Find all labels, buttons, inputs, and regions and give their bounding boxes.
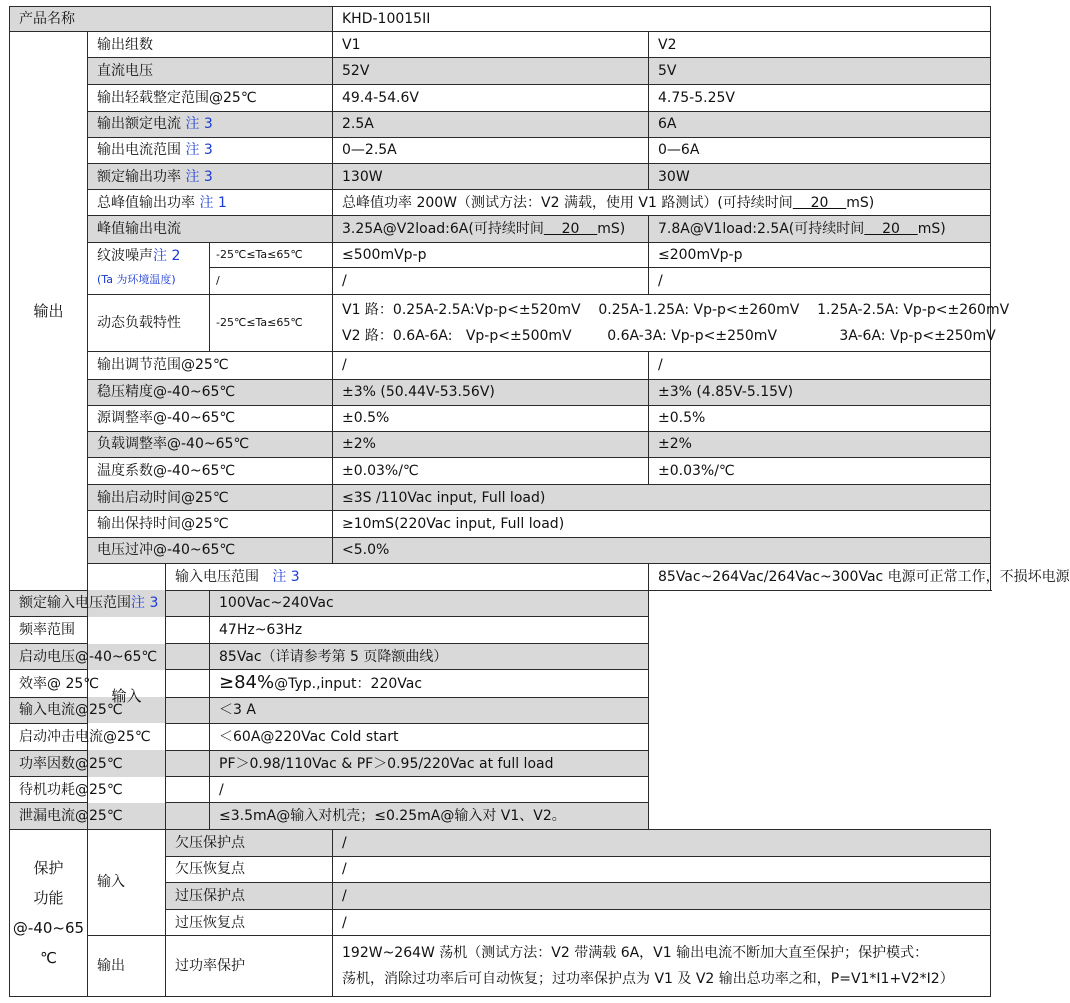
rated-power-v1: 130W [333,164,649,190]
input-current-value: ＜3 A [210,697,649,723]
current-range-v1: 0—2.5A [333,137,649,163]
adjust-range-v2: / [649,352,991,379]
row-rated-power [10,164,991,190]
start-voltage-value: 85Vac（详请参考第 5 页降额曲线） [210,644,649,670]
peak-power-pre: 总峰值功率 200W（测试方法：V2 满载，使用 V1 路测试）(可持续时间 [342,194,793,211]
protection-line-3: @-40~65 [12,918,85,937]
row-load-regulation [10,431,991,457]
light-load-label: 输出轻载整定范围@25℃ [88,84,333,111]
uvp-label: 欠压保护点 [166,829,333,856]
peak-current-v2 [649,216,991,242]
temp-coefficient-v1: ±0.03%/℃ [333,458,649,485]
row-input-current [10,697,991,723]
accuracy-label: 稳压精度@-40~65℃ [88,379,333,405]
load-regulation-label: 负载调整率@-40~65℃ [88,431,333,457]
inrush-current-value: ＜60A@220Vac Cold start [210,723,649,750]
rated-power-note: 注 3 [185,168,213,185]
peak-current-v1-duration: 20 [543,220,598,237]
rated-current-note: 注 3 [185,116,213,133]
holdup-time-label: 输出保持时间@25℃ [88,511,333,537]
input-current-label: 输入电流@25℃ [10,697,210,723]
peak-current-v1-post: mS) [597,220,626,237]
row-light-load [10,84,991,111]
ripple-v2: ≤200mVp-p [649,242,991,267]
spec-table [9,6,1070,997]
section-input: 输入 [88,563,166,829]
frequency-value: 47Hz~63Hz [210,617,649,644]
peak-current-v2-duration: 20 [864,220,918,237]
standby-power-label: 待机功耗@25℃ [10,777,210,803]
row-uvp [10,829,991,856]
row-inrush-current [10,723,991,750]
protection-output-label: 输出 [88,936,166,997]
input-voltage-range-note: 注 3 [272,568,300,585]
power-factor-label: 功率因数@25℃ [10,750,210,776]
light-load-v1: 49.4-54.6V [333,84,649,111]
rated-current-text: 输出额定电流 [97,116,181,133]
peak-current-v1 [333,216,649,242]
ovr-value: / [333,910,991,936]
ovp-label: 过压保护点 [166,882,333,909]
ripple-text: 纹波噪声 [97,248,153,265]
peak-power-post: mS) [846,194,875,211]
row-rated-current [10,111,991,137]
rated-input-voltage-text: 额定输入电压范围 [19,595,131,612]
dc-voltage-label: 直流电压 [88,58,333,84]
inrush-current-label: 启动冲击电流@25℃ [10,723,210,750]
efficiency-condition: @Typ.,input：220Vac [274,676,423,693]
accuracy-v1: ±3% (50.44V-53.56V) [333,379,649,405]
rated-power-label [88,164,333,190]
holdup-time-value: ≥10mS(220Vac input, Full load) [333,511,991,537]
current-range-v2: 0—6A [649,137,991,163]
protection-input-label: 输入 [88,829,166,936]
dynamic-load-condition: -25℃≤Ta≤65℃ [210,294,333,351]
peak-power-value [333,190,991,216]
output-groups-label: 输出组数 [88,32,333,58]
current-range-label [88,137,333,163]
section-protection [10,829,88,997]
input-voltage-range-label [166,563,649,590]
startup-time-label: 输出启动时间@25℃ [88,485,333,511]
peak-power-duration: 20 [792,194,847,211]
rated-current-v2: 6A [649,111,991,137]
uvp-value: / [333,829,991,856]
protection-line-2: 功能 [33,888,64,907]
rated-current-label [88,111,333,137]
start-voltage-label: 启动电压@-40~65℃ [10,644,210,670]
row-accuracy [10,379,991,405]
row-power-factor [10,750,991,776]
row-efficiency [10,670,991,697]
ripple-condition: -25℃≤Ta≤65℃ [210,242,333,267]
efficiency-label: 效率@ 25℃ [10,670,210,697]
peak-current-v1-pre: 3.25A@V2load:6A(可持续时间 [342,220,544,237]
ripple-v2-b: / [649,267,991,294]
row-dc-voltage [10,58,991,84]
input-voltage-range-text: 输入电压范围 [175,568,259,585]
rated-power-text: 额定输出功率 [97,168,181,185]
efficiency-percent: ≥84% [219,672,275,694]
row-leakage-current [10,803,991,829]
input-voltage-range-value: 85Vac~264Vac/264Vac~300Vac 电源可正常工作，不损坏电源 [649,563,991,590]
output-groups-v1: V1 [333,32,649,58]
standby-power-value: / [210,777,649,803]
row-opp [10,936,991,997]
protection-line-1: 保护 [33,858,64,877]
peak-current-label: 峰值输出电流 [88,216,333,242]
product-name-value: KHD-10015II [333,7,991,32]
row-ripple-1 [10,242,991,267]
line-regulation-label: 源调整率@-40~65℃ [88,405,333,431]
leakage-current-label: 泄漏电流@25℃ [10,803,210,829]
row-peak-current [10,216,991,242]
row-overshoot [10,537,991,563]
opp-line-2: 荡机，消除过功率后可自动恢复；过功率保护点为 V1 及 V2 输出总功率之和，P=V1*I1+V2*I2） [342,971,954,988]
peak-power-note: 注 1 [199,194,227,211]
row-current-range [10,137,991,163]
peak-power-label [88,190,333,216]
current-range-note: 注 3 [185,142,213,159]
row-start-voltage [10,644,991,670]
uvr-label: 欠压恢复点 [166,856,333,882]
row-standby-power [10,777,991,803]
ripple-condition-2: / [210,267,333,294]
row-dynamic-load [10,294,991,351]
startup-time-value: ≤3S /110Vac input, Full load) [333,485,991,511]
ripple-v1: ≤500mVp-p [333,242,649,267]
row-input-voltage-range [10,563,991,590]
opp-line-1: 192W~264W 荡机（测试方法：V2 带满载 6A，V1 输出电流不断加大直至保护；保护模式： [342,945,929,962]
rated-input-voltage-note: 注 3 [131,595,159,612]
dynamic-load-v2: V2 路：0.6A-6A: Vp-p<±500mV 0.6A-3A: Vp-p<±250mV 3A-6A: Vp-p<±250mV [342,328,996,345]
dc-voltage-v1: 52V [333,58,649,84]
peak-power-text: 总峰值输出功率 [97,194,195,211]
dynamic-load-label: 动态负载特性 [88,294,210,351]
row-output-groups [10,32,991,58]
row-product-name [10,7,991,32]
overshoot-value: <5.0% [333,537,991,563]
frequency-label: 频率范围 [10,617,210,644]
section-output: 输出 [10,32,88,591]
load-regulation-v1: ±2% [333,431,649,457]
ripple-ta-note: (Ta 为环境温度) [97,273,176,287]
temp-coefficient-label: 温度系数@-40~65℃ [88,458,333,485]
rated-current-v1: 2.5A [333,111,649,137]
dynamic-load-v1: V1 路：0.25A-2.5A:Vp-p<±520mV 0.25A-1.25A: Vp-p<±260mV 1.25A-2.5A: Vp-p<±260mV [342,302,1010,319]
load-regulation-v2: ±2% [649,431,991,457]
current-range-text: 输出电流范围 [97,142,181,159]
efficiency-value [210,670,649,697]
leakage-current-value: ≤3.5mA@输入对机壳；≤0.25mA@输入对 V1、V2。 [210,803,649,829]
row-peak-power [10,190,991,216]
opp-value [333,936,991,997]
ripple-note: 注 2 [153,248,181,265]
ovr-label: 过压恢复点 [166,910,333,936]
protection-line-4: ℃ [40,948,57,967]
ripple-label [88,242,210,294]
opp-label: 过功率保护 [166,936,333,997]
light-load-v2: 4.75-5.25V [649,84,991,111]
peak-current-v2-post: mS) [917,220,946,237]
adjust-range-label: 输出调节范围@25℃ [88,352,333,379]
uvr-value: / [333,856,991,882]
row-adjust-range [10,352,991,379]
adjust-range-v1: / [333,352,649,379]
ovp-value: / [333,882,991,909]
ripple-v1-b: / [333,267,649,294]
dc-voltage-v2: 5V [649,58,991,84]
rated-input-voltage-label [10,590,210,616]
row-startup-time [10,485,991,511]
peak-current-v2-pre: 7.8A@V1load:2.5A(可持续时间 [658,220,865,237]
power-factor-value: PF＞0.98/110Vac & PF＞0.95/220Vac at full load [210,750,649,776]
accuracy-v2: ±3% (4.85V-5.15V) [649,379,991,405]
row-line-regulation [10,405,991,431]
product-name-label: 产品名称 [10,7,333,32]
rated-input-voltage-value: 100Vac~240Vac [210,590,649,616]
line-regulation-v1: ±0.5% [333,405,649,431]
row-frequency [10,617,991,644]
overshoot-label: 电压过冲@-40~65℃ [88,537,333,563]
dynamic-load-value [333,294,1010,351]
row-holdup-time [10,511,991,537]
temp-coefficient-v2: ±0.03%/℃ [649,458,991,485]
output-groups-v2: V2 [649,32,991,58]
line-regulation-v2: ±0.5% [649,405,991,431]
row-temp-coefficient [10,458,991,485]
rated-power-v2: 30W [649,164,991,190]
row-rated-input-voltage [10,590,991,616]
